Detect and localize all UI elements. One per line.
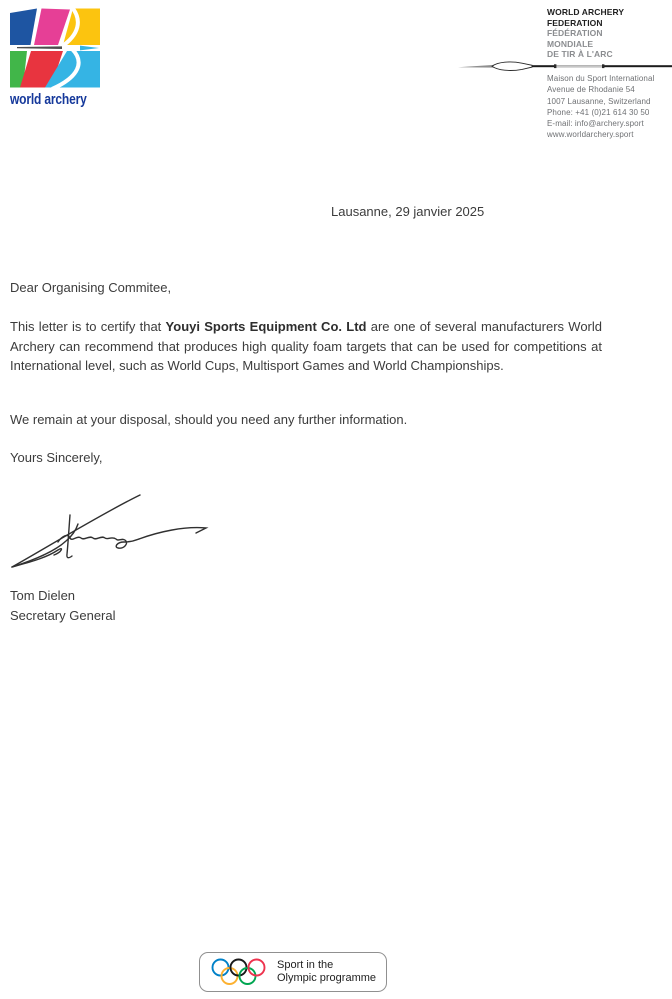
org-name-en-line1: WORLD ARCHERY — [547, 7, 625, 17]
org-name-fr-line3: DE TIR À L'ARC — [547, 49, 613, 60]
signer-title: Secretary General — [10, 607, 116, 623]
olympic-programme-badge — [199, 952, 387, 992]
body-text-after: are one of several manufacturers World Archery can recommend that produces high quality foam targets that can be used for competitions at International level, such as World Cups, Multisport Games and World Championships. — [10, 319, 602, 374]
letterhead-org-names — [547, 7, 624, 60]
signature-handwriting — [6, 486, 216, 574]
valediction: Yours Sincerely, — [10, 450, 103, 465]
logo-arrow-shaft — [17, 46, 62, 49]
address-line: www.worldarchery.sport — [547, 130, 634, 140]
olympic-badge-line1: Sport in the — [277, 958, 334, 971]
address-line: 1007 Lausanne, Switzerland — [547, 96, 651, 106]
arrow-fletching — [492, 62, 532, 71]
olympic-badge-line2: Olympic programme — [277, 972, 377, 984]
address-line: E-mail: info@archery.sport — [547, 119, 644, 129]
logo-arrow-tip — [80, 46, 99, 51]
signature-block — [10, 586, 116, 625]
salutation: Dear Organising Commitee, — [10, 280, 172, 295]
address-line: Phone: +41 (0)21 614 30 50 — [547, 107, 650, 117]
world-archery-logo — [10, 8, 110, 108]
address-line: Maison du Sport International — [547, 74, 655, 83]
address-line: Avenue de Rhodanie 54 — [547, 85, 635, 95]
company-name: Youyi Sports Equipment Co. Ltd — [165, 319, 367, 334]
body-text-before: This letter is to certify that — [10, 319, 166, 334]
olympic-badge-text — [277, 959, 376, 986]
world-archery-logo-icon — [10, 8, 100, 88]
org-name-fr-line2: MONDIALE — [547, 38, 594, 49]
arrow-graphic-icon — [458, 59, 672, 73]
closing-line: We remain at your disposal, should you need any further information. — [10, 412, 408, 427]
org-name-en-line2: FEDERATION — [547, 17, 603, 28]
body-paragraph — [10, 317, 602, 376]
letterhead-address — [547, 73, 654, 141]
org-name-fr-line1: FÉDÉRATION — [547, 28, 603, 39]
dateline: Lausanne, 29 janvier 2025 — [331, 204, 485, 219]
olympic-rings-icon — [210, 957, 268, 987]
logo-wordmark: world archery — [10, 91, 87, 108]
signer-name: Tom Dielen — [10, 588, 76, 603]
